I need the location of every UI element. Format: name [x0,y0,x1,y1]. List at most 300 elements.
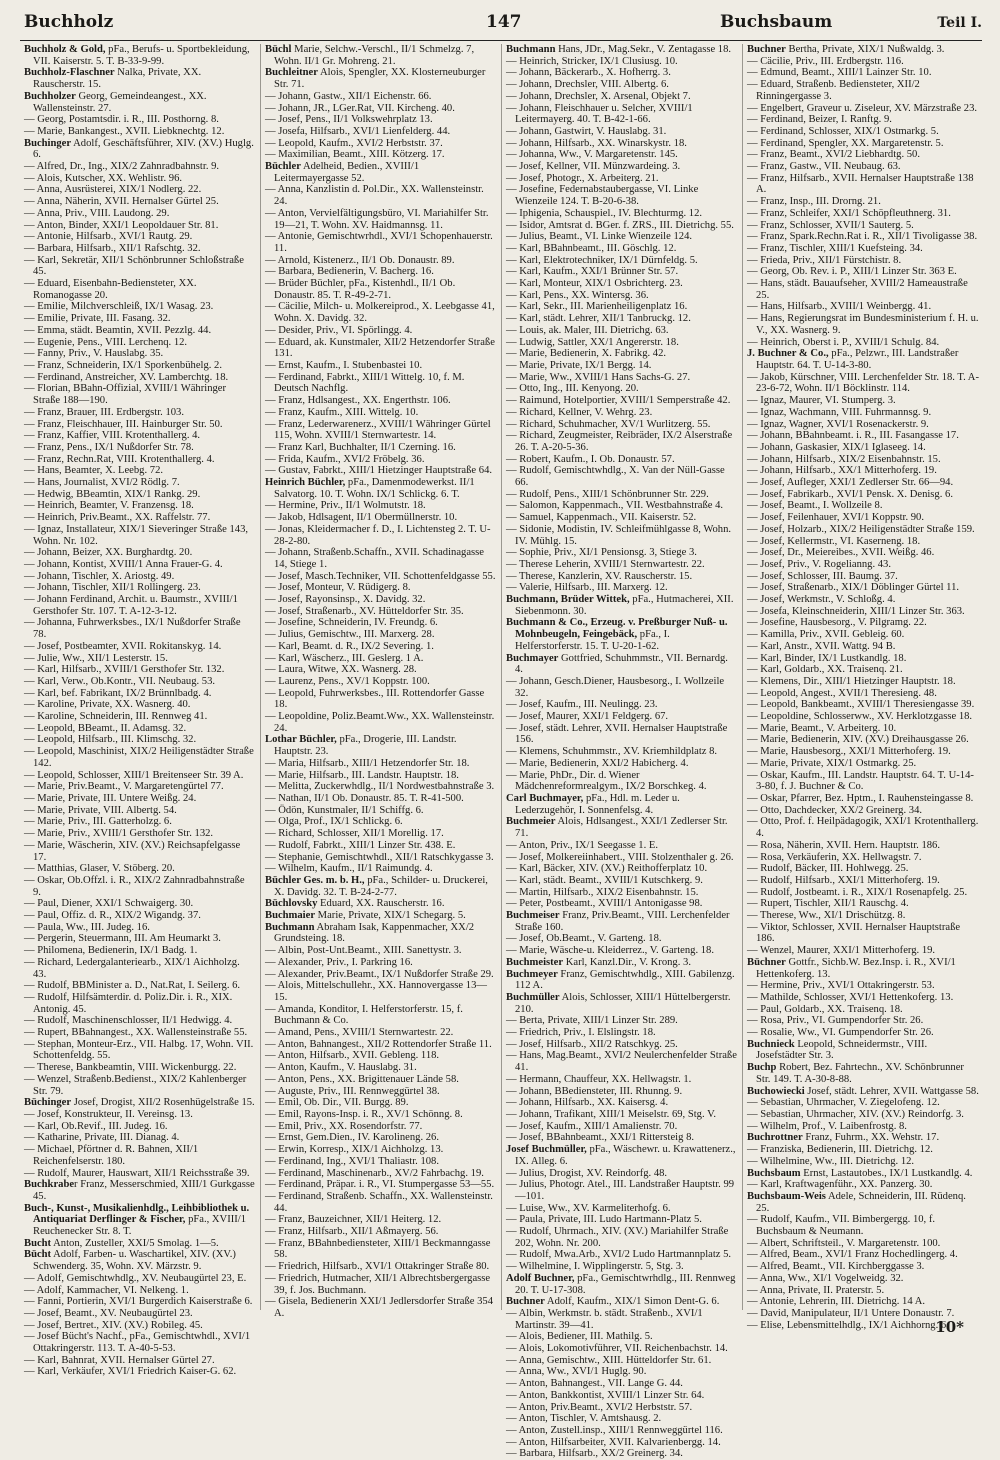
entry-details: Gottfried, Schuhmmstr., VII. Bernardg. 4. [515,652,728,676]
directory-entry [506,1109,737,1121]
column-4 [743,44,984,1331]
directory-entry [747,196,979,208]
directory-entry [747,980,979,992]
entry-details: — Franz, Spark.Rechn.Rat i. R., XII/1 Tivoligasse 38. [747,231,978,243]
directory-entry [24,840,255,863]
directory-entry [265,770,496,782]
entry-details: Adelheid, Bedien., XVIII/1 Leitermayergasse 52. [274,161,420,184]
entry-details: — Hans, Mag.Beamt., XVI/2 Neulerchenfelder Straße 41. [506,1050,737,1074]
entry-details: — Hans, Journalist, XVI/2 Rödlg. 7. [24,477,180,489]
entry-details: — Richard, Schuhmacher, XV/1 Wurlitzerg. 55. [506,418,711,430]
entry-details: — Rudolf, Jostbeamt. i. R., XIX/1 Rosenapfelg. 25. [747,886,968,898]
entry-details: — Michael, Pförtner d. R. Bahnen, XII/1 Reichenfelserstr. 180. [24,1144,199,1167]
entry-details: — Leopold, BBeamt., II. Adamsg. 32. [24,722,187,734]
entry-details: — Eduard, Straßenb. Bediensteter, XII/2 Rinningergasse 3. [747,79,920,102]
entry-details: — Leopold, Schlosser, XIII/1 Breitenseer Str. 39 A. [24,769,244,781]
entry-details: Robert, Bez. Fahrtechn., XV. Schönbrunner Str. 149. T. A-30-8-88. [756,1062,964,1085]
directory-entry [747,992,979,1004]
entry-surname: Buchmeister [506,956,564,968]
entry-details: — Wilhelmine, Ww., III. Dietrichg. 12. [747,1155,915,1167]
entry-details: — Franz, Pens., IX/1 Nußdorfer Str. 78. [24,441,194,453]
directory-entry [747,629,979,641]
entry-surname: Buchmeiser [506,910,560,922]
directory-entry [24,126,255,138]
entry-details: Eduard, XX. Rauscherstr. 16. [317,898,445,910]
directory-entry [747,208,979,220]
directory-entry [265,184,496,207]
entry-details: — Franz, Hilfsarb., XVII. Hernalser Hauptstraße 138 A. [747,172,974,196]
directory-entry [506,243,737,255]
directory-entry [24,114,255,126]
entry-details: — Luise, Ww., XV. Karmeliterhofg. 6. [506,1202,671,1214]
entry-details: — Johann, Hilfsarb., XX. Winarskystr. 18. [506,137,687,149]
directory-entry [506,56,737,68]
entry-details: — Johann Ferdinand, Archit. u. Baumstr., XVIII/1 Gersthofer Str. 107. T. A-12-3-12. [24,594,238,617]
directory-entry [24,1144,255,1167]
entry-details: — Antonie, Hilfsarb., XVI/1 Rautg. 29. [24,231,193,243]
column-2 [261,44,502,1319]
entry-details: — Josefine, Schneiderin, IV. Freundg. 6. [265,617,438,629]
directory-entry [747,103,979,115]
directory-entry [747,699,979,711]
entry-details: — Richard, Kellner, V. Wehrg. 23. [506,406,653,418]
entry-details: — Anna, Private, II. Praterstr. 5. [747,1284,885,1296]
entry-details: Alois, Schlosser, XIII/1 Hüttelbergerstr. 210. [515,991,731,1015]
entry-details: — Karl, Bäcker, XIV. (XV.) Reithofferplatz 10. [506,863,708,875]
column-3 [502,44,743,1460]
entry-details: — Ödön, Kunstmaler, II/1 Schiffg. 6. [265,804,424,816]
entry-details: — Johann, Fleischhauer u. Selcher, XVIII/1 Leitermayerg. 40. T. B-42-1-66. [506,102,693,126]
entry-details: — Josef, Photogr., X. Arbeiterg. 21. [506,172,659,184]
entry-details: — Antonie, Lehrerin, III. Dietrichg. 14 A. [747,1296,925,1308]
entry-details: — Johann, Beizer, XX. Burghardtg. 20. [24,547,193,559]
directory-entry [506,1168,737,1180]
directory-entry [506,337,737,349]
directory-entry [265,1039,496,1051]
directory-entry [24,594,255,617]
directory-entry [265,465,496,477]
entry-details: — Marie, Beamt., V. Arbeiterg. 10. [747,722,897,734]
directory-entry [265,1214,496,1226]
entry-details: — Emma, städt. Beamtin, XVII. Pezzlg. 44. [24,324,212,336]
entry-details: — Wenzel, Straßenb.Bedienst., XIX/2 Kahlenberger Str. 79. [24,1073,247,1097]
directory-entry [506,1015,737,1027]
entry-details: — Johann, Drechsler, X. Arsenal, Objekt 7. [506,90,691,102]
entry-details: — Leopold, Hilfsarb., III. Klimschg. 32. [24,734,197,746]
entry-details: — Karoline, Private, XX. Wasnerg. 40. [24,699,191,711]
entry-details: — Otto, Ing., III. Kenyong. 20. [506,383,639,395]
directory-entry [747,688,979,700]
directory-entry [24,231,255,243]
directory-entry [265,138,496,150]
entry-details: Anton, Zusteller, XXI/5 Smolag. 1—5. [51,1237,219,1249]
directory-entry [506,1343,737,1355]
directory-entry [506,992,737,1015]
entry-details: — Josef, Ob.Beamt., V. Garteng. 18. [506,933,662,945]
directory-entry [506,360,737,372]
entry-details: — Hans, Hilfsarb., XVIII/1 Weinbergg. 41. [747,301,932,313]
entry-details: — Franz, Gastw., VII. Neubaug. 63. [747,161,901,173]
entry-details: Georg, Gemeindeangest., XX. Wallensteinstr. 27. [33,90,207,114]
entry-details: — Rudolf, Bäcker, III. Hohlwegg. 25. [747,863,909,875]
directory-entry [506,617,737,652]
entry-details: Marie, Selchw.-Verschl., II/1 Schmelzg. 7, Wohn. II/1 Gr. Mohreng. 21. [274,44,475,67]
directory-entry [506,699,737,711]
entry-surname: Buchsbaum-Weis [747,1190,826,1202]
entry-details: — Johann, BBediensteter, III. Rhunng. 9. [506,1085,683,1097]
entry-details: — Rosa, Näherin, XVII. Hern. Hauptstr. 186. [747,839,941,851]
entry-details: — Josef, Straßenarb., XIX/1 Döblinger Gürtel 11. [747,582,960,594]
directory-entry [24,161,255,173]
entry-details: Adolf, Kaufm., XIX/1 Simon Dent-G. 6. [544,1296,720,1308]
directory-entry [24,477,255,489]
directory-entry [506,676,737,699]
entry-details: — Leopold, Angest., XVII/1 Theresieng. 48. [747,687,937,699]
directory-entry [24,723,255,735]
directory-entry [24,734,255,746]
entry-surname: Buchp [747,1062,777,1074]
directory-entry [506,407,737,419]
entry-surname: Bücht [24,1249,52,1261]
directory-entry [265,1132,496,1144]
directory-entry [265,266,496,278]
entry-surname: Buchner [506,1296,545,1308]
entry-details: — Anton, Tischler, V. Amtshausg. 2. [506,1413,662,1425]
directory-entry [506,1402,737,1414]
directory-entry [747,1062,979,1085]
entry-details: — Marie, PhDr., Dir. d. Wiener Mädchenreformrealgym., IX/2 Borschkeg. 4. [506,769,707,793]
entry-details: — Alois, Kutscher, XX. Wehlistr. 96. [24,172,183,184]
entry-details: — Alfred, Beam., XVI/1 Franz Hochedlingerg. 4. [747,1249,958,1261]
entry-details: — Marie, Private, VIII. Albertg. 54. [24,804,177,816]
entry-details: — Johann, Bäckerarb., X. Hofherrg. 3. [506,67,671,79]
entry-details: pFa., I. Helferstorferstr. 15. T. U-20-1-62. [515,629,670,652]
directory-entry [506,419,737,431]
directory-entry [506,1086,737,1098]
directory-entry [506,208,737,220]
directory-entry [265,1074,496,1086]
directory-entry [747,887,979,899]
directory-entry [747,816,979,839]
directory-entry [24,454,255,466]
entry-details: — Friedrich, Priv., I. Elslingstr. 18. [506,1027,656,1039]
entry-details: — Josef, Molkereiinhabert., VIII. Stolzenthaler g. 26. [506,851,734,863]
directory-entry [506,325,737,337]
entry-details: — Johann, Trafikant, XIII/1 Meiselstr. 69, Stg. V. [506,1108,717,1120]
directory-entry [265,301,496,324]
entry-details: — Cäcilie, Milch- u. Molkereiprod., X. Leebgasse 41, Wohn. X. Davidg. 32. [265,301,495,325]
entry-details: — Emilie, Private, III. Fasang. 32. [24,313,171,325]
entry-details: — Friedrich, Hutmacher, XII/1 Albrechtsbergergasse 39, f. Jos. Buchmann. [265,1272,491,1296]
directory-entry [265,1086,496,1098]
entry-details: — Oskar, Kaufm., III. Landstr. Hauptstr. 64. T. U-14-3-80, f. J. Buchner & Co. [747,769,974,793]
entry-details: — Josef, Kellermstr., VI. Kaserneng. 18. [747,535,921,547]
entry-details: — Franz, Kaffier, VIII. Krotenthallerg. 4. [24,430,201,442]
entry-details: — Franz, Beamt., XVI/2 Liebhardtg. 50. [747,149,920,161]
entry-details: — Sophie, Priv., XI/1 Pensionsg. 3, Stiege 3. [506,547,697,559]
entry-details: — Nathan, II/1 Ob. Donaustr. 85. T. R-41-500. [265,793,464,804]
directory-entry [265,922,496,945]
directory-entry [265,781,496,793]
entry-details: — Josef, Dr., Meiereibes., XVII. Weißg. 46. [747,547,935,559]
entry-details: — Johann, Gesch.Diener, Hausbesorg., I. Wollzeile 32. [506,675,725,699]
entry-details: — Karl, Anstr., XVII. Wattg. 94 B. [747,640,896,652]
entry-details: — Anna, Priv., VIII. Laudong. 29. [24,207,170,219]
entry-details: — Hedwig, BBeamtin, XIX/1 Rankg. 29. [24,488,201,500]
entry-details: pFa., Pelzwr., III. Landstraßer Hauptstr. 64. T. U-14-3-80. [756,348,959,371]
entry-details: — Oskar, Ob.Offzl. i. R., XIX/2 Zahnradbahnstraße 9. [24,874,245,898]
entry-details: — Franz, Fleischhauer, III. Hainburger Str. 50. [24,418,223,430]
directory-entry [24,1109,255,1121]
directory-entry [24,465,255,477]
directory-entry [265,442,496,454]
entry-details: — Karl, Ob.Revif., III. Judeg. 16. [24,1120,168,1132]
directory-entry [24,1249,255,1272]
directory-entry [747,1027,979,1039]
entry-details: — Josef, Masch.Techniker, VII. Schottenfeldgasse 55. [265,570,496,582]
directory-entry [506,524,737,547]
entry-details: — Alfred, Beamt., VII. Kirchberggasse 3. [747,1261,925,1273]
directory-entry [506,290,737,302]
entry-details: Ernst, Lastautobes., IX/1 Lustkandlg. 4. [800,1167,973,1179]
entry-details: — Johann, Straßenb.Schaffn., XVII. Schadinagasse 14, Stiege 1. [265,547,484,570]
entry-details: — Rudolf, BBMinister a. D., Nat.Rat, I. Seilerg. 6. [24,980,241,992]
entry-details: Josef, Drogist, XII/2 Rosenhügelstraße 15. [71,1097,255,1109]
entry-details: — Paul, Offiz. d. R., XIX/2 Wigandg. 37. [24,910,201,922]
directory-entry [506,149,737,161]
directory-entry [506,67,737,79]
entry-details: — Wilhelm, Prof., V. Laibenfrostg. 8. [747,1120,907,1132]
entry-details: — Emil, Ob. Dir., VII. Burgg. 89. [265,1097,409,1109]
entry-details: — Anton, Hilfsarb., XVII. Gebleng. 118. [265,1050,440,1062]
directory-entry [265,875,496,898]
entry-details: — Marie, Hilfsarb., III. Landstr. Hauptstr. 18. [265,769,459,781]
directory-entry [506,1437,737,1449]
entry-details: — Albert, Schriftsteil., V. Margaretenstr. 100. [747,1237,941,1249]
entry-details: — Marie, Private, III. Untere Weißg. 24. [24,793,197,804]
entry-details: — Heinrich, Stricker, IX/1 Clusiusg. 10. [506,55,678,67]
entry-details: — Ferdinand, Anstreicher, XV. Lamberchtg. 18. [24,371,229,383]
entry-details: — Karl, Hilfsarb., XVIII/1 Gersthofer Str. 132. [24,664,225,676]
directory-entry [24,524,255,547]
directory-entry [24,67,255,90]
directory-entry [747,641,979,653]
directory-entry [265,1191,496,1214]
entry-details: — Fanni, Portierin, XVI/1 Burgerdich Kaiserstraße 6. [24,1296,253,1308]
entry-details: — Johann, JR., LGer.Rat, VII. Kircheng. 40. [265,102,455,114]
directory-entry [506,1296,737,1308]
column-1 [20,44,261,1378]
entry-details: — Julie, Ww., XII/1 Lesterstr. 15. [24,652,168,664]
directory-entry [747,1097,979,1109]
directory-entry [265,898,496,910]
directory-entry [506,758,737,770]
directory-entry [747,863,979,875]
entry-details: — Josef, Aufleger, XXI/1 Zedlerser Str. 66—94. [747,477,954,489]
entry-details: — Josef, Beamt., I. Wollzeile 8. [747,500,883,512]
directory-entry [747,1144,979,1156]
directory-entry [506,1355,737,1367]
directory-entry [24,184,255,196]
entry-details: — Antonie, Gemischtwrhdl., XVI/1 Schopenhauerstr. 11. [265,231,493,254]
entry-details: — Paula, Private, III. Ludo Hartmann-Platz 5. [506,1214,702,1226]
entry-details: — Josef, Kellner, VII. Münzwardeing. 3. [506,161,681,173]
entry-details: — Josef, Kaufm., III. Neulingg. 23. [506,699,658,711]
entry-surname: Josef Buchmüller, [506,1144,587,1156]
directory-entry [747,582,979,594]
directory-entry [265,969,496,981]
directory-entry [24,1015,255,1027]
directory-entry [506,723,737,746]
directory-entry [265,582,496,594]
directory-entry [506,1378,737,1390]
entry-surname: Carl Buchmayer, [506,793,584,804]
directory-entry [506,126,737,138]
directory-entry [265,629,496,641]
directory-entry [506,746,737,758]
directory-entry [747,524,979,536]
directory-entry [24,805,255,817]
entry-details: Marie, Private, XIX/1 Schegarg. 5. [315,910,466,922]
directory-entry [24,1027,255,1039]
directory-entry [24,337,255,349]
entry-details: — Ferdinand, Maschinenarb., XV/2 Fahrbachg. 19. [265,1167,484,1179]
directory-entry [747,138,979,150]
directory-entry [747,243,979,255]
entry-surname: Buchholz & Gold, [24,44,106,55]
directory-entry [24,313,255,325]
directory-entry [506,559,737,571]
entry-details: — Josef, BBahnbeamt., XXI/1 Rittersteig 8. [506,1132,695,1144]
entry-details: — Rupert, Tischler, XII/1 Rauschg. 4. [747,898,909,910]
entry-details: — Karl, Sekretär, XII/1 Schönbrunner Schloßstraße 45. [24,254,244,278]
directory-entry [265,44,496,67]
entry-details: — Barbara, Hilfsarb., XII/1 Rafschtg. 32. [24,242,201,254]
directory-entry [506,1144,737,1167]
entry-details: — Matthias, Glaser, V. Stöberg. 20. [24,863,175,875]
entry-details: — Johann, BBahnbeamt. i. R., III. Fasangasse 17. [747,430,959,442]
entry-details: — Viktor, Schlosser, XVII. Hernalser Hauptstraße 186. [747,921,961,945]
directory-entry [747,337,979,349]
directory-entry [265,278,496,301]
directory-entry [506,910,737,933]
directory-entry [506,103,737,126]
directory-entry [24,512,255,524]
directory-entry [265,114,496,126]
directory-entry [506,161,737,173]
directory-entry [747,79,979,102]
directory-entry [506,395,737,407]
entry-details: — Adolf, Kammacher, VI. Nelkeng. 1. [24,1284,189,1296]
entry-details: — Franz, Schlosser, XVII/1 Sauterg. 5. [747,219,914,231]
directory-entry [506,863,737,875]
directory-entry [747,617,979,629]
entry-details: — Julius, Gemischtw., III. Marxerg. 28. [265,629,435,641]
directory-entry [506,1390,737,1402]
directory-entry [747,676,979,688]
entry-details: — Marie, Wäsche-u. Kleiderrez., V. Garteng. 18. [506,945,714,957]
entry-details: — Anton, Bahnangest., XII/2 Rottendorfer Straße 11. [265,1038,492,1050]
directory-entry [24,1273,255,1285]
entry-details: — Karl, städt. Lehrer, XII/1 Tanbruckg. 12. [506,313,691,325]
directory-entry [747,149,979,161]
directory-entry [24,582,255,594]
directory-entry [506,770,737,793]
header-part-label: Teil I. [937,15,982,31]
directory-entry [265,1156,496,1168]
entry-surname: Buchner [747,44,786,55]
entry-details: — Josefine, Hausbesorg., V. Pilgramg. 22. [747,617,927,629]
directory-entry [265,641,496,653]
directory-entry [265,1226,496,1238]
entry-details: — Anton, Bankkontist, XVIII/1 Linzer Str. 64. [506,1389,705,1401]
directory-entry [265,1050,496,1062]
entry-surname: Buchmeier [506,816,556,828]
entry-surname: Buchrottner [747,1132,803,1144]
directory-entry [24,910,255,922]
entry-details: — Anton, Pens., XX. Brigittenauer Lände 58. [265,1073,459,1085]
entry-details: — Brüder Büchler, pFa., Kistenhdl., II/1 Ob. Donaustr. 85. T. R-49-2-71. [265,278,456,301]
directory-entry [265,1121,496,1133]
entry-details: — Katharine, Private, III. Dianag. 4. [24,1132,180,1144]
directory-entry [24,360,255,372]
directory-entry [747,67,979,79]
directory-entry [24,898,255,910]
directory-entry [265,734,496,757]
entry-details: — Anna, Näherin, XVII. Hernalser Gürtel 25. [24,196,219,208]
entry-details: — Laurenz, Pens., XV/1 Koppstr. 100. [265,675,430,687]
directory-entry [506,1050,737,1073]
directory-entry [24,828,255,840]
directory-entry [24,348,255,360]
directory-entry [747,664,979,676]
entry-details: — Johann, Tischler, X. Ariostg. 49. [24,570,175,582]
directory-entry [506,313,737,325]
entry-details: — Arnold, Kistenerz., II/1 Ob. Donaustr. 89. [265,254,455,266]
entry-details: — Marie, Bedienerin, XXI/2 Habicherg. 4. [506,757,689,769]
directory-entry [265,945,496,957]
directory-entry [506,571,737,583]
directory-entry [265,1027,496,1039]
directory-entry [265,957,496,969]
directory-entry [265,1238,496,1261]
directory-entry [747,512,979,524]
entry-surname: Buchmann, Brüder Wittek, [506,594,630,606]
entry-details: — Ignaz, Installateur, XIX/1 Sieveringer Straße 143, Wohn. Nr. 102. [24,523,249,547]
entry-details: — Josef, Bertret., XIV. (XV.) Robileg. 45. [24,1319,203,1331]
directory-entry [747,1179,979,1191]
directory-entry [506,44,737,56]
entry-details: — Therese, Kanzlerin, XV. Rauscherstr. 15. [506,570,693,582]
entry-details: — Klemens, Dir., XIII/1 Hietzinger Hauptstr. 18. [747,675,956,687]
directory-entry [24,1168,255,1180]
directory-entry [506,933,737,945]
directory-entry [24,863,255,875]
directory-entry [506,383,737,395]
entry-details: — Engelbert, Graveur u. Ziseleur, XV. Märzstraße 23. [747,102,978,114]
entry-details: — Jakob, Kürschner, VIII. Lerchenfelder Str. 18. T. A-23-6-72, Wohn. II/1 Böcklinstr. 114. [747,371,979,395]
entry-details: — Martin, Hilfsarb., XIX/2 Eisenbahnstr. 15. [506,886,699,898]
entry-details: — Edmund, Beamt., XIII/1 Lainzer Str. 10. [747,67,932,79]
directory-entry [747,430,979,442]
directory-entry [24,1074,255,1097]
directory-entry [265,1062,496,1074]
entry-details: — Johann, Gastwirt, V. Hauslabg. 31. [506,125,667,137]
entry-details: — Gustav, Fabrkt., XIII/1 Hietzinger Hauptstraße 64. [265,465,493,477]
directory-entry [24,1296,255,1308]
directory-entry [747,805,979,817]
page-number: 147 [486,12,522,32]
